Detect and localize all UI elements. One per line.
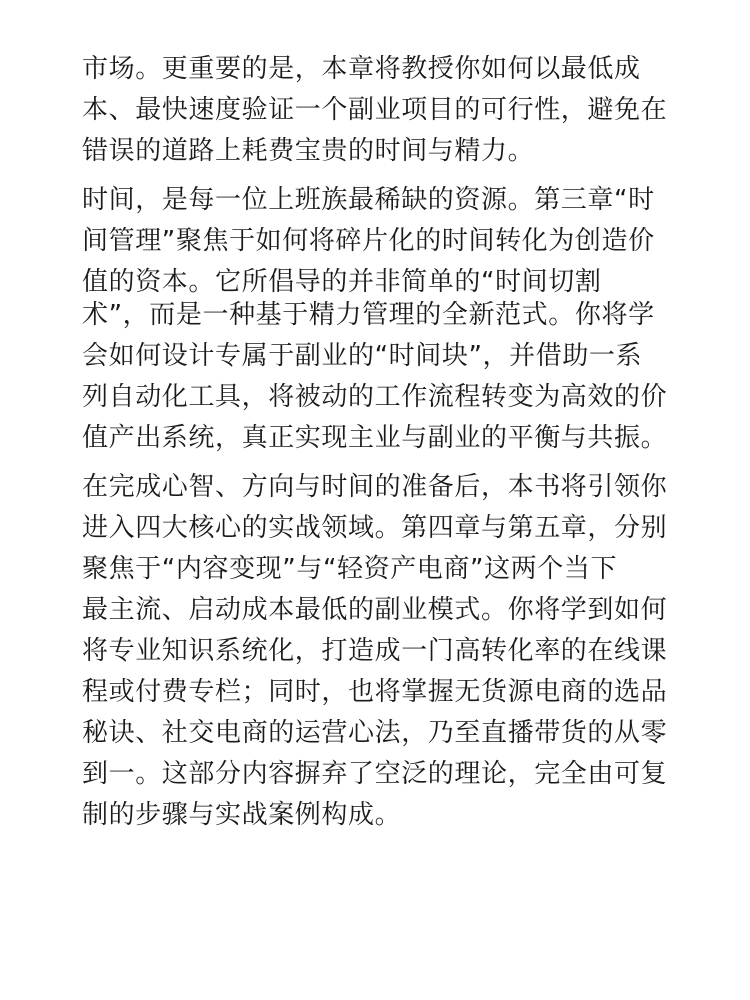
text-line: 错误的道路上耗费宝贵的时间与精力。 — [82, 136, 535, 166]
text-line: 市场。更重要的是，本章将教授你如何以最低成 — [82, 54, 641, 84]
text-line: 在完成心智、方向与时间的准备后，本书将引领你 — [82, 472, 668, 502]
text-line: 时间，是每一位上班族最稀缺的资源。第三章“时 — [82, 185, 655, 215]
text-line: 秘诀、社交电商的运营心法，乃至直播带货的从零 — [82, 718, 668, 748]
text-line: 最主流、启动成本最低的副业模式。你将学到如何 — [82, 595, 668, 625]
text-line: 间管理”聚焦于如何将碎片化的时间转化为创造价 — [82, 226, 655, 256]
text-line: 程或付费专栏；同时，也将掌握无货源电商的选品 — [82, 677, 668, 707]
text-line: 聚焦于“内容变现”与“轻资产电商”这两个当下 — [82, 554, 618, 584]
text-line: 会如何设计专属于副业的“时间块”，并借助一系 — [82, 341, 643, 371]
text-line: 值的资本。它所倡导的并非简单的“时间切割 — [82, 267, 602, 297]
text-line: 术”，而是一种基于精力管理的全新范式。你将学 — [82, 300, 655, 330]
text-line: 将专业知识系统化，打造成一门高转化率的在线课 — [82, 636, 668, 666]
text-line: 本、最快速度验证一个副业项目的可行性，避免在 — [82, 95, 668, 125]
text-line: 列自动化工具，将被动的工作流程转变为高效的价 — [82, 382, 668, 412]
text-line: 进入四大核心的实战领域。第四章与第五章，分别 — [82, 513, 668, 543]
text-line: 到一。这部分内容摒弃了空泛的理论，完全由可复 — [82, 759, 668, 789]
text-line: 制的步骤与实战案例构成。 — [82, 800, 402, 830]
text-line: 值产出系统，真正实现主业与副业的平衡与共振。 — [82, 423, 668, 453]
